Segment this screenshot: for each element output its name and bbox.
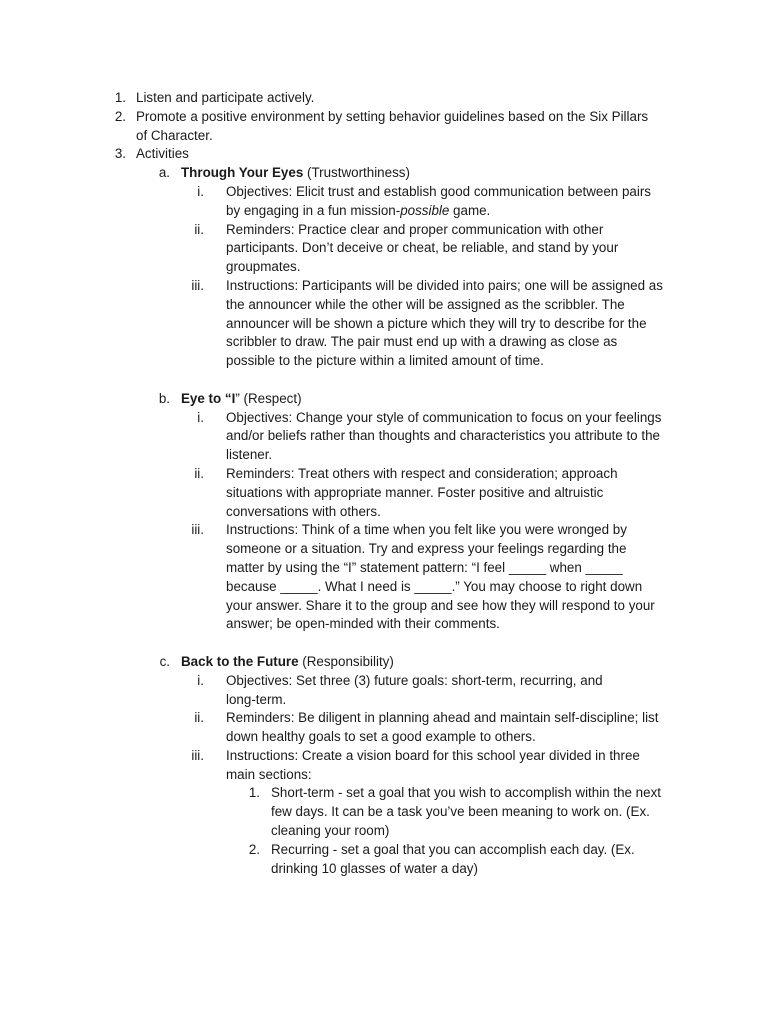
list-item-continuation bbox=[0, 822, 768, 841]
list-marker: iii. bbox=[191, 522, 204, 538]
list-item-continuation bbox=[0, 559, 768, 578]
list-item-text: listener. bbox=[226, 447, 273, 463]
activity-heading bbox=[0, 164, 768, 183]
list-item-continuation bbox=[0, 484, 768, 503]
text-run: game. bbox=[449, 202, 491, 218]
list-item bbox=[0, 277, 768, 296]
list-item bbox=[0, 145, 768, 164]
spacer bbox=[0, 371, 768, 390]
list-item-text: situations with appropriate manner. Foster positive and altruistic bbox=[226, 484, 604, 500]
list-item-continuation bbox=[0, 728, 768, 747]
list-marker: ii. bbox=[194, 465, 204, 481]
list-item-text: down healthy goals to set a good example to others. bbox=[226, 729, 536, 745]
spacer bbox=[0, 634, 768, 653]
list-item-continuation bbox=[0, 766, 768, 785]
activity-pillar: (Responsibility) bbox=[298, 653, 394, 669]
list-item-text: scribbler to draw. The pair must end up with a drawing as close as bbox=[226, 334, 618, 350]
activity-title-line bbox=[181, 390, 302, 409]
list-item-text: possible to the picture within a limited amount of time. bbox=[226, 353, 544, 369]
list-item-text: Objectives: Change your style of communication to focus on your feelings bbox=[226, 409, 662, 425]
list-marker: 2. bbox=[248, 841, 260, 857]
list-item bbox=[0, 89, 768, 108]
list-item-text: the announcer while the other will be assigned as the scribbler. The bbox=[226, 296, 625, 312]
document-body bbox=[0, 89, 768, 878]
list-marker: 1. bbox=[248, 785, 260, 801]
list-item-text: groupmates. bbox=[226, 259, 301, 275]
activity-title: Through Your Eyes bbox=[181, 165, 304, 181]
list-marker: ii. bbox=[194, 221, 204, 237]
list-item-continuation bbox=[0, 258, 768, 277]
list-item-text: Instructions: Think of a time when you felt like you were wronged by bbox=[226, 522, 627, 538]
list-item-continuation bbox=[0, 803, 768, 822]
list-item-continuation bbox=[0, 691, 768, 710]
list-item-text: Instructions: Create a vision board for this school year divided in three bbox=[226, 747, 640, 763]
list-item-text: Promote a positive environment by setting behavior guidelines based on the Six Pillars bbox=[136, 108, 649, 124]
list-item-continuation bbox=[0, 578, 768, 597]
list-marker: i. bbox=[197, 672, 204, 688]
list-item bbox=[0, 784, 768, 803]
list-item-text: Recurring - set a goal that you can accomplish each day. (Ex. bbox=[271, 841, 635, 857]
list-marker: 2. bbox=[114, 108, 126, 124]
list-item-text: drinking 10 glasses of water a day) bbox=[271, 860, 478, 876]
list-item-text: Short-term - set a goal that you wish to accomplish within the next bbox=[271, 785, 661, 801]
list-item-continuation bbox=[0, 540, 768, 559]
list-item-text: cleaning your room) bbox=[271, 823, 390, 839]
list-item-continuation bbox=[0, 127, 768, 146]
list-item-text: someone or a situation. Try and express your feelings regarding the bbox=[226, 541, 627, 557]
activity-pillar: (Trustworthiness) bbox=[303, 165, 410, 181]
list-marker: iii. bbox=[191, 747, 204, 763]
list-item-text: participants. Don’t deceive or cheat, be reliable, and stand by your bbox=[226, 240, 619, 256]
activity-title: Eye to “I bbox=[181, 390, 236, 406]
list-marker: i. bbox=[197, 183, 204, 199]
list-item bbox=[0, 672, 768, 691]
list-item-text: Listen and participate actively. bbox=[136, 90, 315, 105]
list-item-continuation bbox=[0, 352, 768, 371]
list-item-continuation bbox=[0, 597, 768, 616]
list-item bbox=[0, 747, 768, 766]
activity-heading bbox=[0, 653, 768, 672]
list-item-text: few days. It can be a task you’ve been meaning to work on. (Ex. bbox=[271, 804, 650, 820]
list-item-continuation bbox=[0, 239, 768, 258]
activity-marker: c. bbox=[159, 653, 170, 669]
list-item bbox=[0, 221, 768, 240]
list-marker: 3. bbox=[114, 146, 126, 162]
activity-marker: b. bbox=[158, 390, 170, 406]
list-item-text: Reminders: Be diligent in planning ahead and maintain self-discipline; list bbox=[226, 710, 659, 726]
list-item-text: answer; be open-minded with their comments. bbox=[226, 616, 500, 632]
list-item-text: Activities bbox=[136, 146, 189, 162]
activity-pillar: ” (Respect) bbox=[235, 390, 302, 406]
list-item-text: because _____. What I need is _____.” You may choose to right down bbox=[226, 578, 643, 594]
list-item-continuation bbox=[0, 333, 768, 352]
activity-marker: a. bbox=[158, 165, 170, 181]
list-item bbox=[0, 465, 768, 484]
list-item-continuation bbox=[0, 615, 768, 634]
list-item-text: Reminders: Practice clear and proper communication with other bbox=[226, 221, 604, 237]
list-item bbox=[0, 183, 768, 202]
list-marker: ii. bbox=[194, 710, 204, 726]
list-item-text: conversations with others. bbox=[226, 503, 381, 519]
list-item-text: Objectives: Elicit trust and establish good communication between pairs bbox=[226, 183, 651, 199]
list-item bbox=[0, 841, 768, 860]
list-item bbox=[0, 709, 768, 728]
list-item bbox=[0, 108, 768, 127]
list-item-continuation bbox=[0, 503, 768, 522]
activity-heading bbox=[0, 390, 768, 409]
list-item-text: and/or beliefs rather than thoughts and characteristics you attribute to the bbox=[226, 428, 660, 444]
list-item-text bbox=[226, 202, 490, 221]
list-item-continuation bbox=[0, 315, 768, 334]
list-item-text: announcer will be shown a picture which they will try to describe for the bbox=[226, 315, 647, 331]
list-item bbox=[0, 521, 768, 540]
list-item-text: of Character. bbox=[136, 127, 213, 143]
list-item-continuation bbox=[0, 202, 768, 221]
list-item-text: Objectives: Set three (3) future goals: short-term, recurring, and bbox=[226, 672, 603, 688]
list-marker: iii. bbox=[191, 277, 204, 293]
activity-title-line bbox=[181, 164, 410, 183]
list-item-continuation bbox=[0, 446, 768, 465]
list-item bbox=[0, 409, 768, 428]
italic-text-run: possible bbox=[400, 202, 450, 218]
list-item-continuation bbox=[0, 427, 768, 446]
activity-title-line bbox=[181, 653, 394, 672]
list-item-continuation bbox=[0, 296, 768, 315]
list-marker: 1. bbox=[114, 90, 126, 105]
list-item-text: long-term. bbox=[226, 691, 287, 707]
list-item-text: Instructions: Participants will be divided into pairs; one will be assigned as bbox=[226, 277, 663, 293]
list-item-text: your answer. Share it to the group and see how they will respond to your bbox=[226, 597, 655, 613]
activity-title: Back to the Future bbox=[181, 653, 299, 669]
list-marker: i. bbox=[197, 409, 204, 425]
list-item-text: Reminders: Treat others with respect and consideration; approach bbox=[226, 465, 618, 481]
list-item-text: main sections: bbox=[226, 766, 312, 782]
list-item-text: matter by using the “I” statement pattern: “I feel _____ when _____ bbox=[226, 559, 623, 575]
list-item-continuation bbox=[0, 860, 768, 879]
text-run: by engaging in a fun mission- bbox=[226, 202, 401, 218]
